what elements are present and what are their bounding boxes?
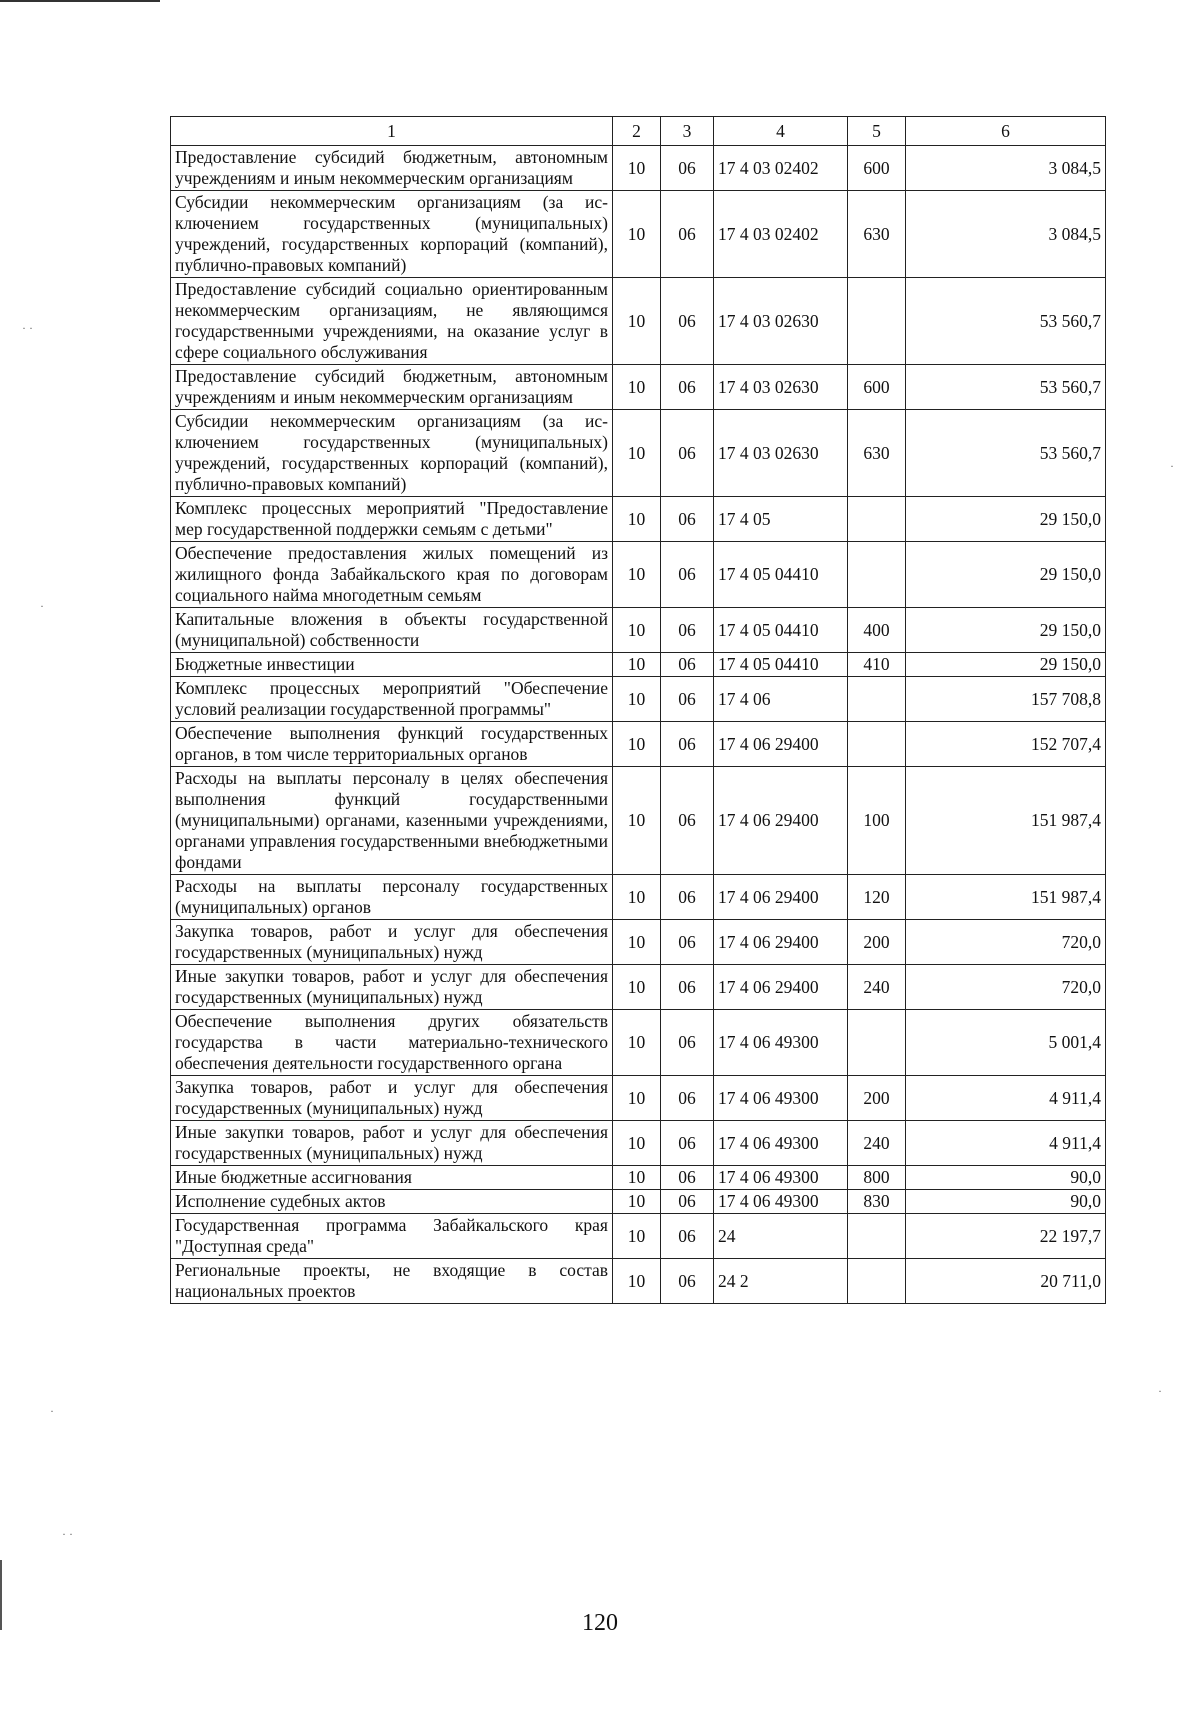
target-article-cell: 17 4 06 29400 [714, 920, 848, 965]
target-article-cell: 17 4 03 02402 [714, 146, 848, 191]
expense-name-cell: Субсидии некоммерческим организациям (за исключением государственных (муниципальных) учреждений, государственных корпораций (компаний), публично-правовых компаний) [171, 191, 613, 278]
target-article-cell: 17 4 03 02630 [714, 365, 848, 410]
amount-cell: 157 708,8 [906, 677, 1106, 722]
target-article-cell: 17 4 06 29400 [714, 722, 848, 767]
expense-type-cell: 400 [848, 608, 906, 653]
table-row [171, 875, 1106, 920]
amount-cell: 29 150,0 [906, 542, 1106, 608]
subsection-code-cell: 06 [661, 1214, 714, 1259]
amount-cell: 29 150,0 [906, 497, 1106, 542]
expense-name-cell: Расходы на выплаты персоналу государственных (муниципальных) органов [171, 875, 613, 920]
scan-speck: · [50, 1404, 54, 1418]
section-code-cell: 10 [613, 1166, 661, 1190]
amount-cell: 90,0 [906, 1190, 1106, 1214]
subsection-code-cell: 06 [661, 1010, 714, 1076]
expense-type-cell [848, 677, 906, 722]
expense-type-cell: 800 [848, 1166, 906, 1190]
expense-type-cell: 100 [848, 767, 906, 875]
table-row [171, 722, 1106, 767]
subsection-code-cell: 06 [661, 875, 714, 920]
subsection-code-cell: 06 [661, 191, 714, 278]
amount-cell: 3 084,5 [906, 191, 1106, 278]
subsection-code-cell: 06 [661, 278, 714, 365]
table-row [171, 1190, 1106, 1214]
target-article-cell: 17 4 06 29400 [714, 767, 848, 875]
budget-table [170, 116, 1106, 1304]
column-header: 2 [613, 117, 661, 146]
expense-name-cell: Закупка товаров, работ и услуг для обеспечения государственных (муниципальных) нужд [171, 920, 613, 965]
target-article-cell: 17 4 05 [714, 497, 848, 542]
target-article-cell: 17 4 06 49300 [714, 1121, 848, 1166]
target-article-cell: 17 4 06 49300 [714, 1010, 848, 1076]
scan-speck: · [1170, 459, 1174, 473]
target-article-cell: 17 4 06 49300 [714, 1076, 848, 1121]
expense-name-cell: Иные бюджетные ассигнования [171, 1166, 613, 1190]
expense-type-cell: 600 [848, 365, 906, 410]
amount-cell: 90,0 [906, 1166, 1106, 1190]
table-row [171, 1010, 1106, 1076]
table-row [171, 965, 1106, 1010]
expense-name-cell: Обеспечение выполнения других обязательств государства в части материально-технического обеспечения деятельности государственного органа [171, 1010, 613, 1076]
expense-type-cell [848, 1214, 906, 1259]
section-code-cell: 10 [613, 965, 661, 1010]
expense-name-cell: Региональные проекты, не входящие в состав национальных проектов [171, 1259, 613, 1304]
expense-type-cell: 630 [848, 410, 906, 497]
subsection-code-cell: 06 [661, 410, 714, 497]
section-code-cell: 10 [613, 1259, 661, 1304]
table-row [171, 1121, 1106, 1166]
section-code-cell: 10 [613, 767, 661, 875]
section-code-cell: 10 [613, 722, 661, 767]
subsection-code-cell: 06 [661, 1166, 714, 1190]
expense-type-cell [848, 542, 906, 608]
scan-speck: · [1158, 1384, 1162, 1398]
section-code-cell: 10 [613, 146, 661, 191]
expense-name-cell: Обеспечение выполнения функций государственных органов, в том числе территориальных органов [171, 722, 613, 767]
expense-name-cell: Предоставление субсидий бюджетным, автономным учреждениям и иным некоммерческим организациям [171, 146, 613, 191]
amount-cell: 720,0 [906, 965, 1106, 1010]
table-row [171, 653, 1106, 677]
amount-cell: 53 560,7 [906, 278, 1106, 365]
target-article-cell: 17 4 05 04410 [714, 542, 848, 608]
table-row [171, 1214, 1106, 1259]
subsection-code-cell: 06 [661, 146, 714, 191]
table-row [171, 410, 1106, 497]
subsection-code-cell: 06 [661, 608, 714, 653]
expense-name-cell: Иные закупки товаров, работ и услуг для обеспечения государственных (муниципальных) нужд [171, 1121, 613, 1166]
expense-name-cell: Предоставление субсидий социально ориентированным некоммерческим организациям, не являющимся государственными учреждениями, на оказание услуг в сфере социального обслуживания [171, 278, 613, 365]
amount-cell: 53 560,7 [906, 365, 1106, 410]
expense-type-cell [848, 1010, 906, 1076]
expense-type-cell [848, 1259, 906, 1304]
target-article-cell: 24 [714, 1214, 848, 1259]
amount-cell: 29 150,0 [906, 653, 1106, 677]
scan-speck: · · [22, 321, 33, 335]
expense-type-cell: 410 [848, 653, 906, 677]
section-code-cell: 10 [613, 497, 661, 542]
section-code-cell: 10 [613, 278, 661, 365]
table-body [171, 146, 1106, 1304]
table-header-row [171, 117, 1106, 146]
expense-name-cell: Закупка товаров, работ и услуг для обеспечения государственных (муниципальных) нужд [171, 1076, 613, 1121]
target-article-cell: 17 4 03 02402 [714, 191, 848, 278]
section-code-cell: 10 [613, 920, 661, 965]
expense-type-cell: 630 [848, 191, 906, 278]
expense-name-cell: Бюджетные инвестиции [171, 653, 613, 677]
target-article-cell: 17 4 06 49300 [714, 1190, 848, 1214]
section-code-cell: 10 [613, 1010, 661, 1076]
target-article-cell: 17 4 03 02630 [714, 410, 848, 497]
target-article-cell: 17 4 06 [714, 677, 848, 722]
expense-name-cell: Комплекс процессных мероприятий "Предоставление мер государственной поддержки семьям с детьми" [171, 497, 613, 542]
section-code-cell: 10 [613, 875, 661, 920]
amount-cell: 53 560,7 [906, 410, 1106, 497]
table-row [171, 542, 1106, 608]
subsection-code-cell: 06 [661, 965, 714, 1010]
table-row [171, 191, 1106, 278]
subsection-code-cell: 06 [661, 497, 714, 542]
scan-edge-mark [0, 0, 160, 2]
amount-cell: 151 987,4 [906, 875, 1106, 920]
amount-cell: 29 150,0 [906, 608, 1106, 653]
amount-cell: 5 001,4 [906, 1010, 1106, 1076]
target-article-cell: 17 4 05 04410 [714, 608, 848, 653]
expense-name-cell: Иные закупки товаров, работ и услуг для обеспечения государственных (муниципальных) нужд [171, 965, 613, 1010]
table-row [171, 767, 1106, 875]
expense-name-cell: Исполнение судебных актов [171, 1190, 613, 1214]
column-header: 4 [714, 117, 848, 146]
page-number: 120 [582, 1610, 618, 1636]
expense-name-cell: Субсидии некоммерческим организациям (за исключением государственных (муниципальных) учреждений, государственных корпораций (компаний), публично-правовых компаний) [171, 410, 613, 497]
subsection-code-cell: 06 [661, 365, 714, 410]
section-code-cell: 10 [613, 191, 661, 278]
amount-cell: 4 911,4 [906, 1121, 1106, 1166]
column-header: 1 [171, 117, 613, 146]
expense-type-cell: 600 [848, 146, 906, 191]
column-header: 6 [906, 117, 1106, 146]
subsection-code-cell: 06 [661, 722, 714, 767]
table-row [171, 1259, 1106, 1304]
target-article-cell: 17 4 03 02630 [714, 278, 848, 365]
section-code-cell: 10 [613, 1121, 661, 1166]
expense-type-cell: 200 [848, 920, 906, 965]
section-code-cell: 10 [613, 1214, 661, 1259]
expense-name-cell: Обеспечение предоставления жилых помещений из жилищного фонда Забайкальского края по договорам социального найма многодетным семьям [171, 542, 613, 608]
expense-type-cell: 240 [848, 965, 906, 1010]
amount-cell: 22 197,7 [906, 1214, 1106, 1259]
subsection-code-cell: 06 [661, 653, 714, 677]
table-row [171, 1166, 1106, 1190]
amount-cell: 20 711,0 [906, 1259, 1106, 1304]
section-code-cell: 10 [613, 1190, 661, 1214]
expense-type-cell: 830 [848, 1190, 906, 1214]
subsection-code-cell: 06 [661, 677, 714, 722]
table-row [171, 497, 1106, 542]
expense-type-cell: 240 [848, 1121, 906, 1166]
expense-name-cell: Расходы на выплаты персоналу в целях обеспечения выполнения функций государственными (муниципальными) органами, казенными учреждениями, органами управления государственными внебюджетными фондами [171, 767, 613, 875]
subsection-code-cell: 06 [661, 542, 714, 608]
table-row [171, 1076, 1106, 1121]
amount-cell: 720,0 [906, 920, 1106, 965]
expense-name-cell: Капитальные вложения в объекты государственной (муниципальной) собственности [171, 608, 613, 653]
section-code-cell: 10 [613, 365, 661, 410]
table-row [171, 365, 1106, 410]
subsection-code-cell: 06 [661, 920, 714, 965]
scan-speck: · [40, 599, 44, 613]
section-code-cell: 10 [613, 653, 661, 677]
amount-cell: 4 911,4 [906, 1076, 1106, 1121]
column-header: 5 [848, 117, 906, 146]
subsection-code-cell: 06 [661, 767, 714, 875]
expense-type-cell [848, 497, 906, 542]
section-code-cell: 10 [613, 608, 661, 653]
section-code-cell: 10 [613, 410, 661, 497]
expense-name-cell: Комплекс процессных мероприятий "Обеспечение условий реализации государственной программы" [171, 677, 613, 722]
amount-cell: 151 987,4 [906, 767, 1106, 875]
expense-name-cell: Государственная программа Забайкальского края "Доступная среда" [171, 1214, 613, 1259]
table-row [171, 608, 1106, 653]
table-row [171, 677, 1106, 722]
target-article-cell: 17 4 05 04410 [714, 653, 848, 677]
subsection-code-cell: 06 [661, 1259, 714, 1304]
target-article-cell: 17 4 06 29400 [714, 965, 848, 1010]
section-code-cell: 10 [613, 677, 661, 722]
target-article-cell: 24 2 [714, 1259, 848, 1304]
expense-type-cell [848, 722, 906, 767]
amount-cell: 3 084,5 [906, 146, 1106, 191]
table-row [171, 278, 1106, 365]
scan-speck: · · [62, 1527, 73, 1541]
expense-type-cell: 200 [848, 1076, 906, 1121]
expense-type-cell: 120 [848, 875, 906, 920]
table-row [171, 920, 1106, 965]
section-code-cell: 10 [613, 1076, 661, 1121]
section-code-cell: 10 [613, 542, 661, 608]
subsection-code-cell: 06 [661, 1190, 714, 1214]
table-row [171, 146, 1106, 191]
subsection-code-cell: 06 [661, 1121, 714, 1166]
expense-name-cell: Предоставление субсидий бюджетным, автономным учреждениям и иным некоммерческим организациям [171, 365, 613, 410]
target-article-cell: 17 4 06 29400 [714, 875, 848, 920]
column-header: 3 [661, 117, 714, 146]
expense-type-cell [848, 278, 906, 365]
target-article-cell: 17 4 06 49300 [714, 1166, 848, 1190]
amount-cell: 152 707,4 [906, 722, 1106, 767]
subsection-code-cell: 06 [661, 1076, 714, 1121]
